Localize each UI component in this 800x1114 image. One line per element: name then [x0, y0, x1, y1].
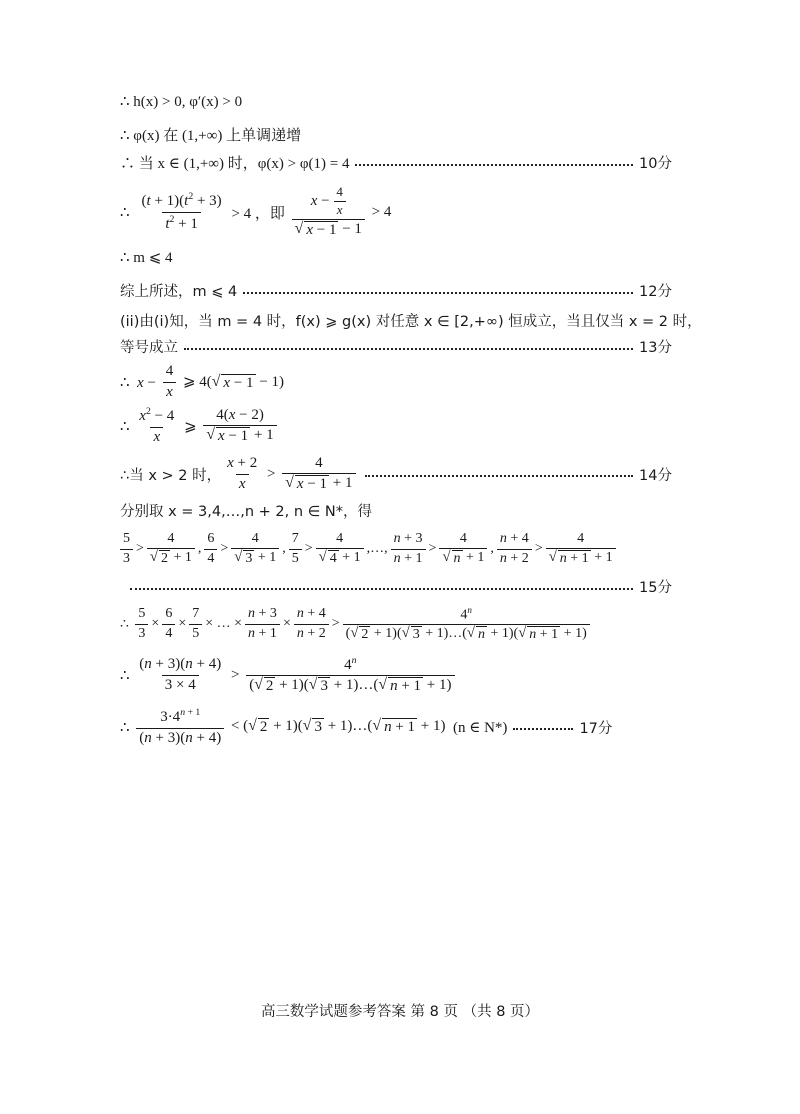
step-final: ∴ $\frac{3\cdot 4^{n + 1}}{(n + 3)(n + 4)}$ < ( √ 2 + 1)( √ 3 + 1)…( √ n + 1 + 1) (n ∈ N*) 17分	[120, 707, 613, 746]
step-summary	[120, 280, 672, 301]
dot-leader	[243, 292, 633, 294]
step-phi-greater-text: ∴ 当 x ∈ (1,+∞) 时，φ(x) > φ(1) = 4	[120, 156, 350, 172]
score-17: 17分	[579, 720, 613, 737]
step-x-greater-2-prefix: ∴当 x > 2 时，	[120, 467, 222, 484]
score-13: 13分	[639, 340, 672, 356]
step-summary-text: 综上所述，m ⩽ 4	[120, 284, 238, 300]
dot-leader	[130, 588, 633, 590]
step-x-squared: ∴ $\frac{x^2 - 4}{x}$ ⩾ 4(x − 2) √ x − 1 + 1	[120, 404, 672, 448]
step-sequence: $\frac{5}{3}$ > 4 √ 2 + 1 , $\frac{6}{4}$ > 4 √ 3 + 1 , $\frac{7}{5}$ > 4 √ 4 + 1 ,…, $\frac{n + 3}{n + 1}$ > 4 √ n + 1 , $\frac{n + 4}{n + 2}$ > 4 √ n + 1 + 1	[120, 526, 672, 572]
score-14: 14分	[639, 467, 672, 484]
domain-note: (n ∈ N*)	[453, 719, 508, 736]
step-phi-greater	[120, 152, 672, 173]
step-m-bound-text: ∴ m ⩽ 4	[120, 250, 173, 266]
step-part-ii-text: (ii)由(i)知，当 m = 4 时，f(x) ⩾ g(x) 对任意 x ∈ [2,+∞) 恒成立，当且仅当 x = 2 时，	[120, 314, 702, 330]
step-substitute-text: 分别取 x = 3,4,…,n + 2, n ∈ N*，得	[120, 504, 372, 520]
step-equality	[120, 336, 672, 357]
page-footer: 高三数学试题参考答案 第 8 页 （共 8 页）	[260, 1004, 540, 1020]
score-15: 15分	[639, 580, 672, 596]
dot-leader	[365, 475, 634, 477]
dot-leader	[513, 728, 573, 730]
step-x-minus: ∴ x − $\frac{4}{x}$ ⩾ 4( √ x − 1 − 1)	[120, 363, 285, 400]
step-product: ∴ $\frac{5}{3}$ × $\frac{6}{4}$ × $\frac{7}{5}$ × … × $\frac{n + 3}{n + 1}$ × $\frac{n + 4}{n + 2}$ > 4$^n$ ( √ 2 + 1)( √ 3 + 1)…( √ n + 1)( √ n + 1 + 1)	[120, 602, 672, 646]
dot-leader	[355, 164, 633, 166]
step-equality-text: 等号成立	[120, 340, 178, 356]
step-substitute	[120, 500, 672, 521]
score-10: 10分	[639, 156, 672, 172]
step-h-positive-text: ∴ h(x) > 0, φ′(x) > 0	[120, 94, 243, 110]
step-part-ii	[120, 310, 702, 331]
step-15-score-line	[120, 576, 672, 597]
step-t-inequality: ∴ $\frac{(t + 1)(t^2 + 3)}{t^2 + 1}$ > 4 ，即 x − $\frac{4}{x}$ √ x − 1 − 1 > 4	[120, 183, 392, 238]
therefore-sign: ∴	[120, 204, 130, 221]
dot-leader	[184, 348, 633, 350]
step-h-positive	[120, 92, 672, 111]
step-monotone-text: ∴ φ(x) 在 (1,+∞) 上单调递增	[120, 128, 302, 144]
score-12: 12分	[639, 284, 672, 300]
fraction-t: $\frac{(t + 1)(t^2 + 3)}{t^2 + 1}$	[141, 191, 222, 232]
step-simplified: ∴ $\frac{(n + 3)(n + 4)}{3 \times 4}$ > 4$^n$ ( √ 2 + 1)( √ 3 + 1)…( √ n + 1 + 1)	[120, 652, 672, 698]
step-m-bound	[120, 248, 672, 267]
fraction-x-sqrt: x − $\frac{4}{x}$ √ x − 1 − 1	[292, 185, 365, 239]
step-monotone	[120, 124, 672, 145]
step-x-greater-2: ∴当 x > 2 时， $\frac{x + 2}{x}$ > 4 √ x − 1 + 1 14分	[120, 454, 672, 492]
